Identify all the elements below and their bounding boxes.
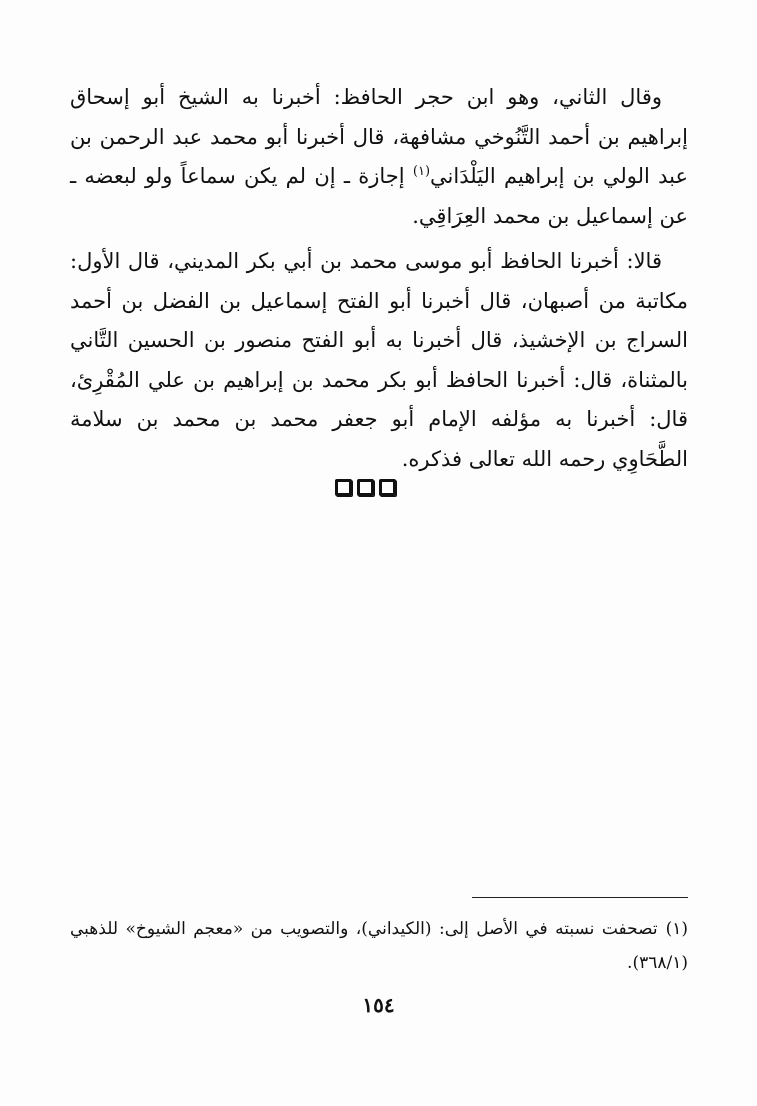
square-ornament-icon xyxy=(335,479,352,496)
paragraph-1-text: وقال الثاني، وهو ابن حجر الحافظ: أخبرنا به الشيخ أبو إسحاق إبراهيم بن أحمد التَّنُوخي مشافهة، قال أخبرنا أبو محمد عبد الرحمن بن عبد الولي بن إبراهيم اليَلْدَاني xyxy=(70,85,689,188)
paragraph-1 xyxy=(70,78,688,236)
footnote-reference: (١) xyxy=(412,164,431,179)
footnote-separator xyxy=(472,897,688,898)
square-ornament-icon xyxy=(379,479,396,496)
footnote-text: تصحفت نسبته في الأصل إلى: (الكيداني)، والتصويب من «معجم الشيوخ» للذهبي (٣٦٨/١). xyxy=(70,919,688,973)
page-number: ١٥٤ xyxy=(362,993,395,1017)
square-ornament-icon xyxy=(357,479,374,496)
footnote-number: (١) xyxy=(665,919,688,939)
main-text xyxy=(70,78,688,485)
footnote xyxy=(70,912,688,980)
paragraph-1-continuation: إجازة ـ إن لم يكن سماعاً ولو لبعضه ـ عن إسماعيل بن محمد العِرَاقِي. xyxy=(70,164,688,228)
section-divider-ornament xyxy=(325,479,405,501)
paragraph-2: قالا: أخبرنا الحافظ أبو موسى محمد بن أبي بكر المديني، قال الأول: مكاتبة من أصبهان، قال أخبرنا أبو الفتح إسماعيل بن الفضل بن أحمد السراج بن الإخشيذ، قال أخبرنا به أبو الفتح منصور بن الحسين التَّاني بالمثناة، قال: أخبرنا الحافظ أبو بكر محمد بن إبراهيم بن علي المُقْرِئ، قال: أخبرنا به مؤلفه الإمام أبو جعفر محمد بن محمد بن سلامة الطَّحَاوِي رحمه الله تعالى فذكره. xyxy=(70,249,688,471)
